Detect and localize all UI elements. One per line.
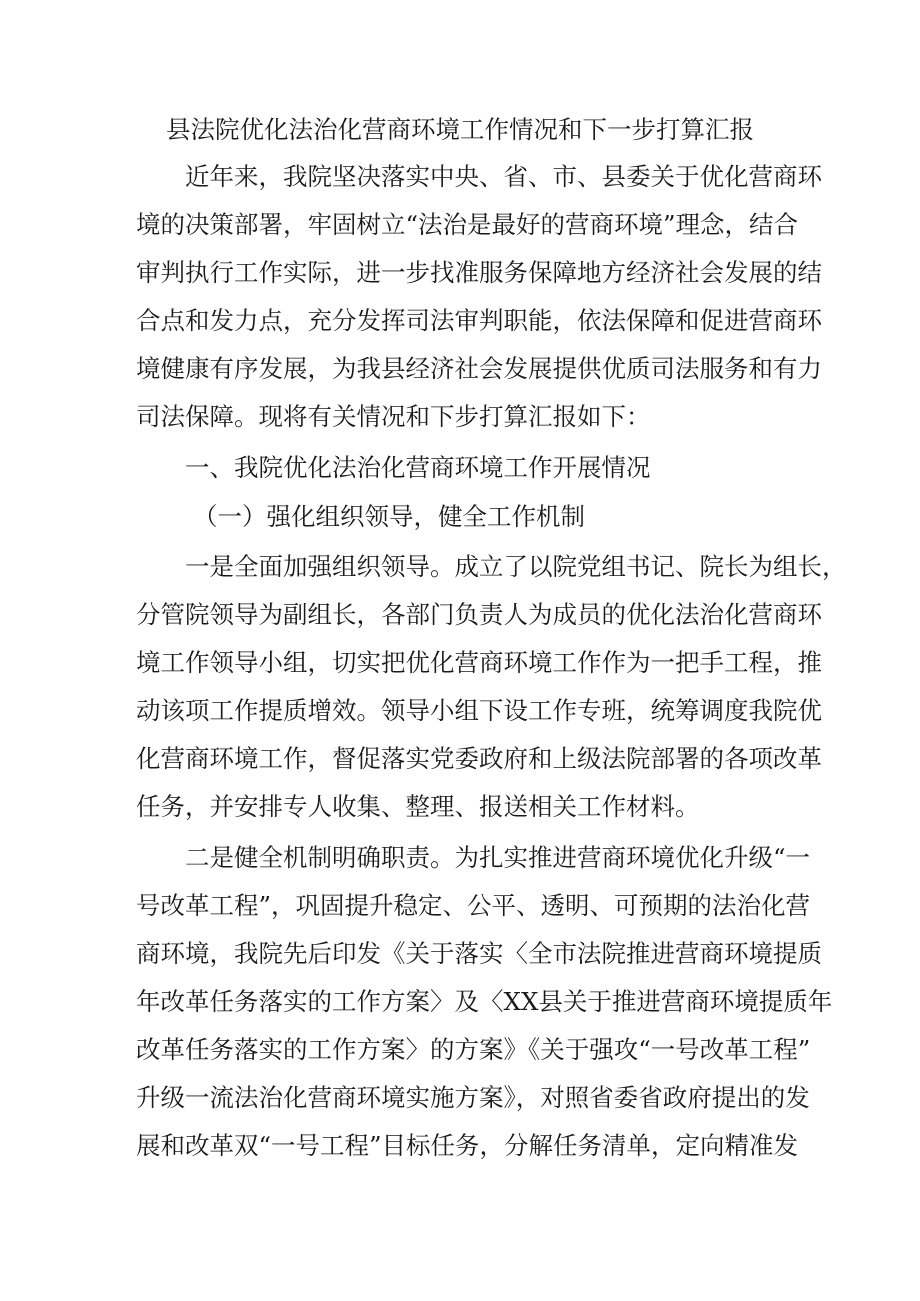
paragraph-line: 展和改革双“一号工程”目标任务，分解任务清单，定向精准发 xyxy=(136,1131,799,1160)
intro-line: 境的决策部署，牢固树立“法治是最好的营商环境”理念，结合 xyxy=(136,210,799,239)
paragraph-line: 境工作领导小组，切实把优化营商环境工作作为一把手工程，推 xyxy=(136,648,822,677)
intro-line: 境健康有序发展，为我县经济社会发展提供优质司法服务和有力 xyxy=(136,354,822,383)
document-title: 县法院优化法治化营商环境工作情况和下一步打算汇报 xyxy=(166,115,754,144)
intro-line: 审判执行工作实际，进一步找准服务保障地方经济社会发展的结 xyxy=(136,258,822,287)
paragraph-line: 动该项工作提质增效。领导小组下设工作专班，统筹调度我院优 xyxy=(136,696,822,725)
section-heading: 一、我院优化法治化营商环境工作开展情况 xyxy=(185,453,651,482)
paragraph-line: 任务，并安排专人收集、整理、报送相关工作材料。 xyxy=(136,792,700,821)
paragraph-line: 改革任务落实的工作方案〉的方案》《关于强攻“一号改革工程” xyxy=(136,1035,811,1064)
intro-line: 合点和发力点，充分发挥司法审判职能，依法保障和促进营商环 xyxy=(136,306,822,335)
paragraph-line: 年改革任务落实的工作方案〉及〈XX县关于推进营商环境提质年 xyxy=(136,987,833,1016)
paragraph-line: 号改革工程”，巩固提升稳定、公平、透明、可预期的法治化营 xyxy=(136,891,811,920)
paragraph-line: 一是全面加强组织领导。成立了以院党组书记、院长为组长， xyxy=(185,552,847,581)
paragraph-line: 升级一流法治化营商环境实施方案》，对照省委省政府提出的发 xyxy=(136,1083,810,1112)
paragraph-line: 化营商环境工作，督促落实党委政府和上级法院部署的各项改革 xyxy=(136,744,822,773)
paragraph-line: 分管院领导为副组长，各部门负责人为成员的优化法治化营商环 xyxy=(136,600,822,629)
paragraph-line: 二是健全机制明确职责。为扎实推进营商环境优化升级“一 xyxy=(185,843,811,872)
paragraph-line: 商环境，我院先后印发《关于落实〈全市法院推进营商环境提质 xyxy=(136,939,822,968)
intro-line: 司法保障。现将有关情况和下步打算汇报如下： xyxy=(136,402,651,431)
subsection-heading: （一）强化组织领导，健全工作机制 xyxy=(193,502,585,531)
intro-line: 近年来，我院坚决落实中央、省、市、县委关于优化营商环 xyxy=(185,162,822,191)
